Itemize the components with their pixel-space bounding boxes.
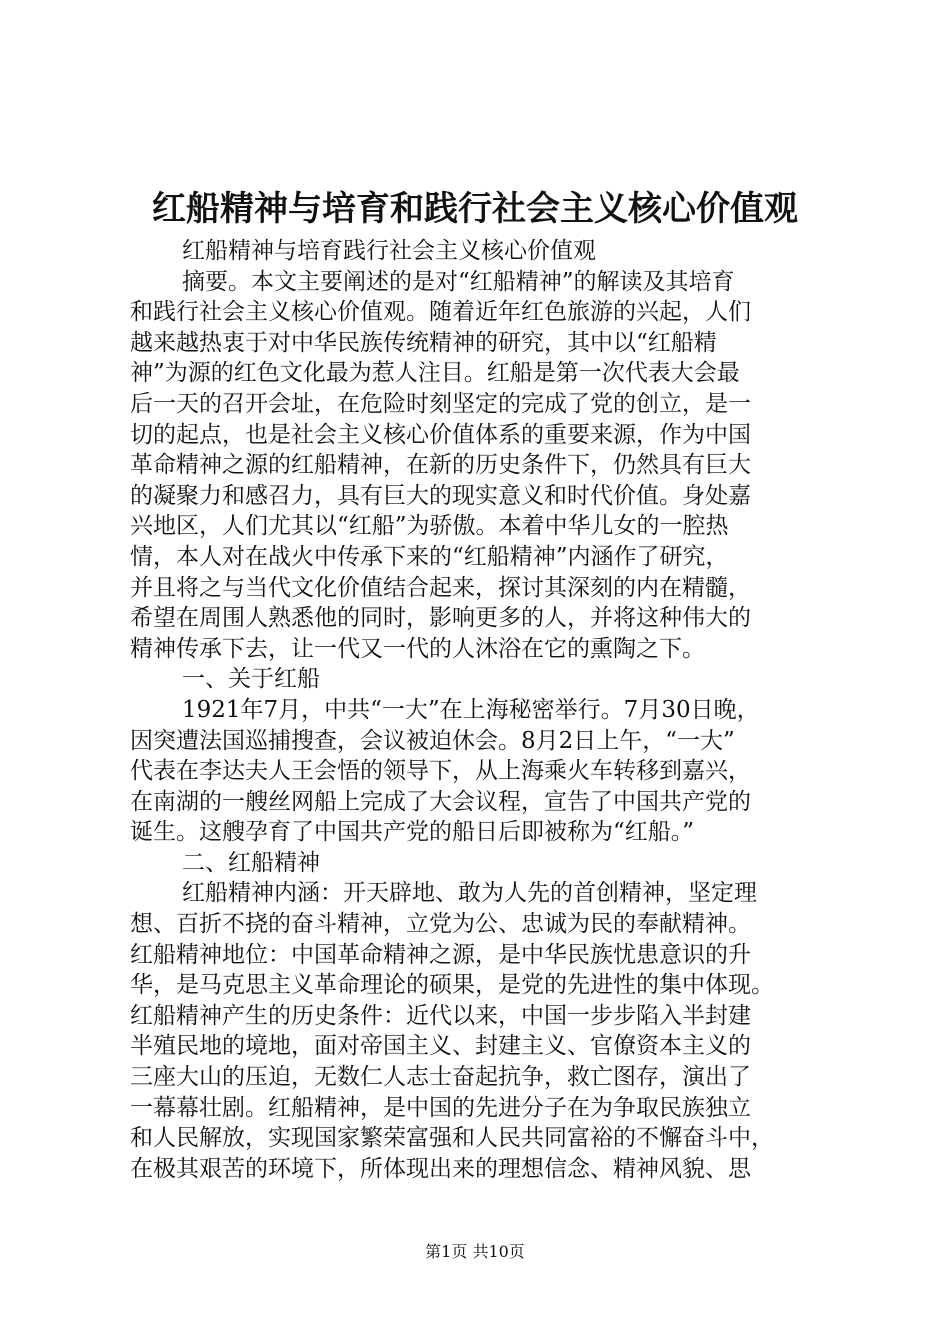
text-line: 和践行社会主义核心价值观。随着近年红色旅游的兴起，人们 bbox=[130, 299, 751, 326]
text-line: 一幕幕壮剧。红船精神，是中国的先进分子在为争取民族独立 bbox=[130, 1094, 751, 1121]
text-line: 在极其艰苦的环境下，所体现出来的理想信念、精神风貌、思 bbox=[130, 1155, 751, 1182]
text-line: 代表在李达夫人王会悟的领导下，从上海乘火车转移到嘉兴， bbox=[130, 758, 751, 785]
text-line: 诞生。这艘孕育了中国共产党的船日后即被称为“红船。” bbox=[130, 819, 695, 846]
text-line: 兴地区，人们尤其以“红船”为骄傲。本着中华儿女的一腔热 bbox=[130, 513, 729, 540]
text-line: 红船精神内涵：开天辟地、敢为人先的首创精神，坚定理 bbox=[182, 880, 757, 907]
page-footer: 第1页 共10页 bbox=[425, 1242, 525, 1261]
text-line: 切的起点，也是社会主义核心价值体系的重要来源，作为中国 bbox=[130, 421, 751, 448]
text-line: 神”为源的红色文化最为惹人注目。红船是第一次代表大会最 bbox=[130, 360, 740, 387]
text-line: 红船精神地位：中国革命精神之源，是中华民族忧患意识的升 bbox=[130, 941, 751, 968]
text-line: 半殖民地的境地，面对帝国主义、封建主义、官僚资本主义的 bbox=[130, 1033, 751, 1060]
text-line: 越来越热衷于对中华民族传统精神的研究，其中以“红船精 bbox=[130, 329, 717, 356]
text-line: 希望在周围人熟悉他的同时，影响更多的人，并将这种伟大的 bbox=[130, 605, 751, 632]
text-line: 想、百折不挠的奋斗精神，立党为公、忠诚为民的奉献精神。 bbox=[130, 911, 751, 938]
text-line: 并且将之与当代文化价值结合起来，探讨其深刻的内在精髓， bbox=[130, 574, 751, 601]
text-line: 精神传承下去，让一代又一代的人沐浴在它的熏陶之下。 bbox=[130, 635, 705, 662]
text-line: 1921年7月，中共“一大”在上海秘密举行。7月30日晚， bbox=[182, 696, 760, 723]
text-line: 红船精神产生的历史条件：近代以来，中国一步步陷入半封建 bbox=[130, 1002, 751, 1029]
text-line: 红船精神与培育践行社会主义核心价值观 bbox=[182, 238, 596, 264]
text-line: 华，是马克思主义革命理论的硕果，是党的先进性的集中体现。 bbox=[130, 972, 774, 999]
text-line: 革命精神之源的红船精神，在新的历史条件下，仍然具有巨大 bbox=[130, 452, 751, 479]
text-line: 在南湖的一艘丝网船上完成了大会议程，宣告了中国共产党的 bbox=[130, 788, 751, 815]
text-line: 和人民解放，实现国家繁荣富强和人民共同富裕的不懈奋斗中， bbox=[130, 1125, 774, 1152]
text-line: 的凝聚力和感召力，具有巨大的现实意义和时代价值。身处嘉 bbox=[130, 482, 751, 509]
document-body bbox=[130, 236, 835, 1184]
text-line: 二、红船精神 bbox=[182, 849, 320, 876]
text-line: 摘要。本文主要阐述的是对“红船精神”的解读及其培育 bbox=[182, 268, 735, 295]
text-line: 因突遭法国巡捕搜查，会议被迫休会。8月2日上午，“一大” bbox=[130, 727, 735, 754]
page-title: 红船精神与培育和践行社会主义核心价值观 bbox=[152, 189, 798, 229]
text-line: 三座大山的压迫，无数仁人志士奋起抗争，救亡图存，演出了 bbox=[130, 1064, 751, 1091]
text-line: 情，本人对在战火中传承下来的“红船精神”内涵作了研究， bbox=[130, 543, 729, 570]
text-line: 一、关于红船 bbox=[182, 666, 320, 693]
text-line: 后一天的召开会址，在危险时刻坚定的完成了党的创立，是一 bbox=[130, 390, 751, 417]
